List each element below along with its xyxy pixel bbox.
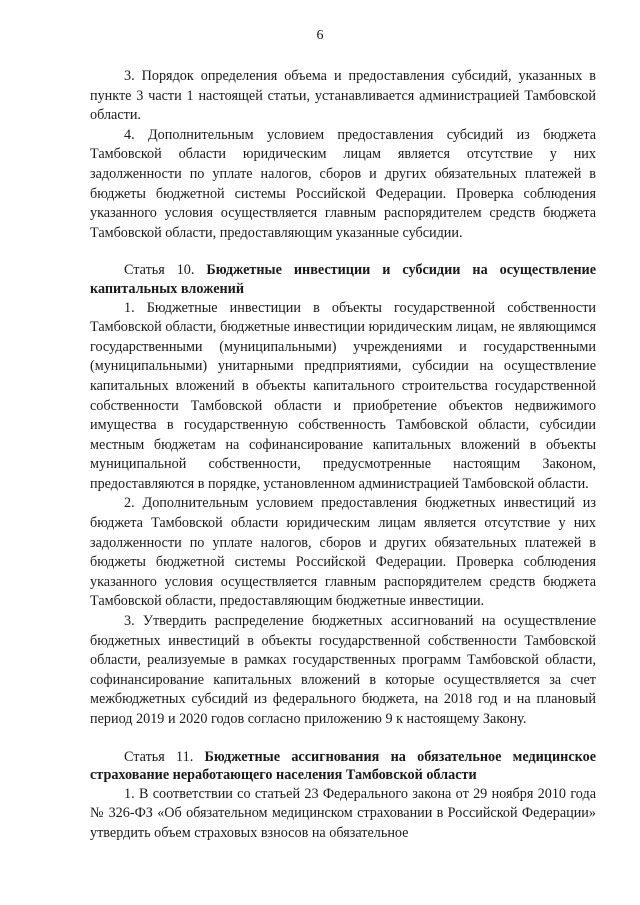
paragraph-4-subsidies-condition: 4. Дополнительным условием предоставления субсидий из бюджета Тамбовской области юридическим лицам является отсутствие у них задолженности по уплате налогов, сборов и других обязательных платежей в бюджеты бюджетной системы Российской Федерации. Проверка соблюдения указанного условия осуществляется главным распорядителем средств бюджета Тамбовской области, предоставляющим указанные субсидии. [90, 126, 596, 241]
article-11-title: Бюджетные ассигнования на обязательное медицинское страхование неработающего населения Тамбовской области [90, 748, 596, 784]
page-number: 6 [316, 28, 324, 43]
article-10-paragraph-1: 1. Бюджетные инвестиции в объекты государственной собственности Тамбовской области, бюджетные инвестиции юридическим лицам, не являющимся государственными (муниципальными) учреждениями и государственными (муниципальными) унитарными предприятиями, субсидии на осуществление капитальных вложений в объекты капитального строительства государственной собственности Тамбовской области и приобретение объектов недвижимого имущества в государственную собственность Тамбовской области, субсидии местным бюджетам на софинансирование капитальных вложений в объекты муниципальной собственности, предусмотренные настоящим Законом, предоставляются в порядке, установленном администрацией Тамбовской области. [90, 299, 596, 492]
article-10-title: Бюджетные инвестиции и субсидии на осуществление капитальных вложений [90, 262, 597, 297]
section-gap [90, 730, 596, 748]
article-10-heading [90, 261, 596, 298]
article-10-paragraph-3: 3. Утвердить распределение бюджетных ассигнований на осуществление бюджетных инвестиций в объекты государственной собственности Тамбовской области, реализуемые в рамках государственных программ Тамбовской области, софинансирование капитальных вложений в которые осуществляется за счет межбюджетных субсидий из федерального бюджета, на 2018 год и на плановый период 2019 и 2020 годов согласно приложению 9 к настоящему Закону. [90, 613, 596, 727]
article-11-paragraph-1: 1. В соответствии со статьей 23 Федерального закона от 29 ноября 2010 года № 326-ФЗ «Об обязательном медицинском страховании в Российской Федерации» утвердить объем страховых взносов на обязательное [90, 785, 596, 841]
paragraph-3-subsidies-procedure: 3. Порядок определения объема и предоставления субсидий, указанных в пункте 3 части 1 настоящей статьи, устанавливается администрацией Тамбовской области. [90, 68, 596, 124]
document-body [90, 67, 596, 844]
article-10-prefix: Статья 10. [124, 262, 195, 279]
section-gap [90, 243, 596, 261]
article-10-paragraph-2: 2. Дополнительным условием предоставления бюджетных инвестиций из бюджета Тамбовской области юридическим лицам является отсутствие у них задолженности по уплате налогов, сборов и других обязательных платежей в бюджеты бюджетной системы Российской Федерации. Проверка соблюдения указанного условия осуществляется главным распорядителем средств бюджета Тамбовской области, предоставляющим бюджетные инвестиции. [90, 495, 596, 610]
article-11-prefix: Статья 11. [124, 748, 194, 765]
article-11-heading [90, 748, 596, 785]
